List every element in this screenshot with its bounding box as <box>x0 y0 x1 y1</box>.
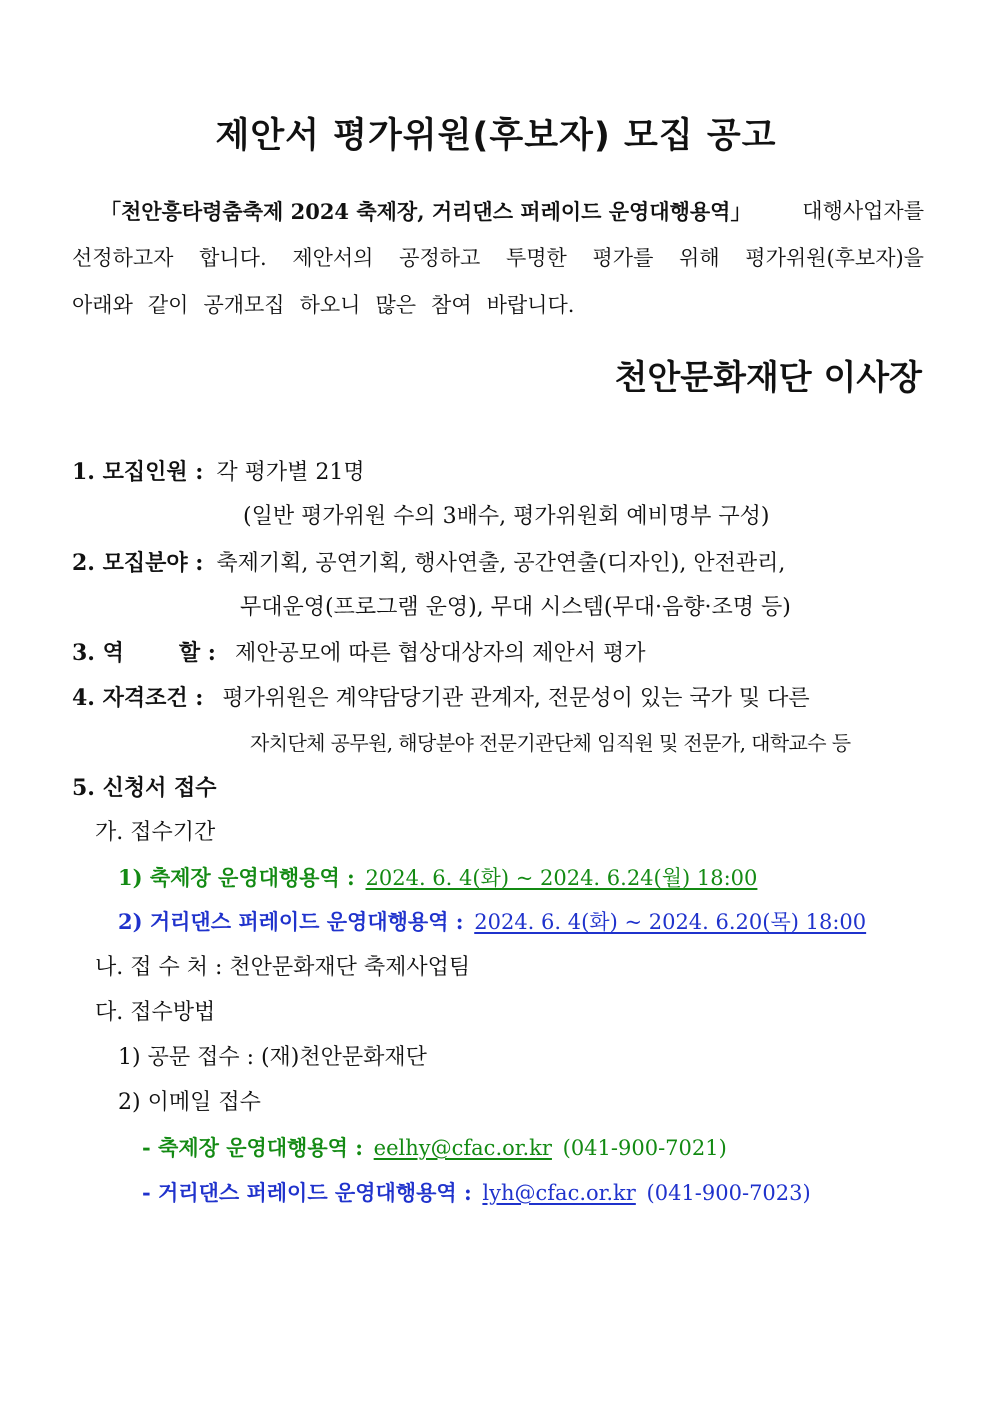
intro-word: 아래와 <box>72 293 133 317</box>
section-1-value: 각 평가별 21명 <box>216 460 365 485</box>
intro-word: 제안서의 <box>292 246 374 270</box>
section-2-value-2: 무대운영(프로그램 운영), 무대 시스템(무대·음향·조명 등) <box>240 595 791 620</box>
section-2-value-1: 축제기획, 공연기획, 행사연출, 공간연출(디자인), 안전관리, <box>216 551 786 576</box>
section-4-label: 4. 자격조건 : <box>72 685 204 711</box>
email-1 <box>142 1133 727 1163</box>
receipt-period-label: 가. 접수기간 <box>95 820 216 845</box>
intro-word: 평가위원(후보자)을 <box>745 246 924 270</box>
receipt-office: 나. 접 수 처 : 천안문화재단 축제사업팀 <box>95 955 471 980</box>
email-2-label: - 거리댄스 퍼레이드 운영대행용역 : <box>142 1180 472 1205</box>
intro-project-name: 「천안흥타령춤축제 2024 축제장, 거리댄스 퍼레이드 운영대행용역」 <box>100 199 752 224</box>
section-3-label-b: 할 : <box>178 640 216 666</box>
intro-word: 바랍니다. <box>486 293 575 317</box>
intro-line-2 <box>72 235 924 282</box>
receipt-period-1-value: 2024. 6. 4(화) ~ 2024. 6.24(월) 18:00 <box>365 866 758 890</box>
intro-word: 공정하고 <box>399 246 481 270</box>
intro-word: 하오니 <box>299 293 361 317</box>
section-5-label: 5. 신청서 접수 <box>72 775 217 801</box>
section-2 <box>72 548 785 579</box>
intro-line-1 <box>72 188 924 235</box>
section-3 <box>72 638 645 669</box>
intro-word: 합니다. <box>199 246 267 270</box>
receipt-period-2-value: 2024. 6. 4(화) ~ 2024. 6.20(목) 18:00 <box>474 910 867 934</box>
section-2-label: 2. 모집분야 : <box>72 550 204 576</box>
email-2-phone: (041-900-7023) <box>646 1181 811 1205</box>
email-2-address[interactable]: lyh@cfac.or.kr <box>482 1181 636 1205</box>
intro-word: 많은 <box>375 293 417 317</box>
section-1-note: (일반 평가위원 수의 3배수, 평가위원회 예비명부 구성) <box>243 504 770 529</box>
section-1-label: 1. 모집인원 : <box>72 459 204 485</box>
intro-word: 평가를 <box>592 246 654 270</box>
section-4-value-2: 자치단체 공무원, 해당분야 전문기관단체 임직원 및 전문가, 대학교수 등 <box>250 731 851 755</box>
intro-word: 위해 <box>679 246 720 270</box>
receipt-period-2-label: 2) 거리댄스 퍼레이드 운영대행용역 : <box>118 909 464 934</box>
intro-word: 투명한 <box>505 246 567 270</box>
section-4-value-1: 평가위원은 계약담당기관 관계자, 전문성이 있는 국가 및 다른 <box>222 686 810 711</box>
receipt-method-1: 1) 공문 접수 : (재)천안문화재단 <box>118 1045 427 1070</box>
intro-word: 참여 <box>431 293 472 317</box>
section-3-value: 제안공모에 따른 협상대상자의 제안서 평가 <box>234 641 646 666</box>
email-1-address[interactable]: eelhy@cfac.or.kr <box>373 1136 552 1160</box>
intro-paragraph <box>72 188 924 329</box>
intro-word: 공개모집 <box>203 293 285 317</box>
email-1-phone: (041-900-7021) <box>562 1136 727 1160</box>
receipt-period-2 <box>118 907 866 937</box>
intro-word: 같이 <box>147 293 189 317</box>
email-1-label: - 축제장 운영대행용역 : <box>142 1135 363 1160</box>
issuer-signature: 천안문화재단 이사장 <box>614 358 922 398</box>
receipt-method-2: 2) 이메일 접수 <box>118 1090 261 1115</box>
receipt-period-1-label: 1) 축제장 운영대행용역 : <box>118 865 355 890</box>
intro-line-1-rest: 대행사업자를 <box>802 199 924 223</box>
intro-word: 선정하고자 <box>72 246 174 270</box>
receipt-period-1 <box>118 863 757 893</box>
intro-line-3 <box>72 282 924 329</box>
section-4 <box>72 683 810 714</box>
receipt-method-label: 다. 접수방법 <box>95 1000 216 1025</box>
email-2 <box>142 1178 811 1208</box>
page-title: 제안서 평가위원(후보자) 모집 공고 <box>215 116 777 156</box>
section-1 <box>72 457 365 488</box>
section-3-label-a: 3. 역 <box>72 640 124 666</box>
